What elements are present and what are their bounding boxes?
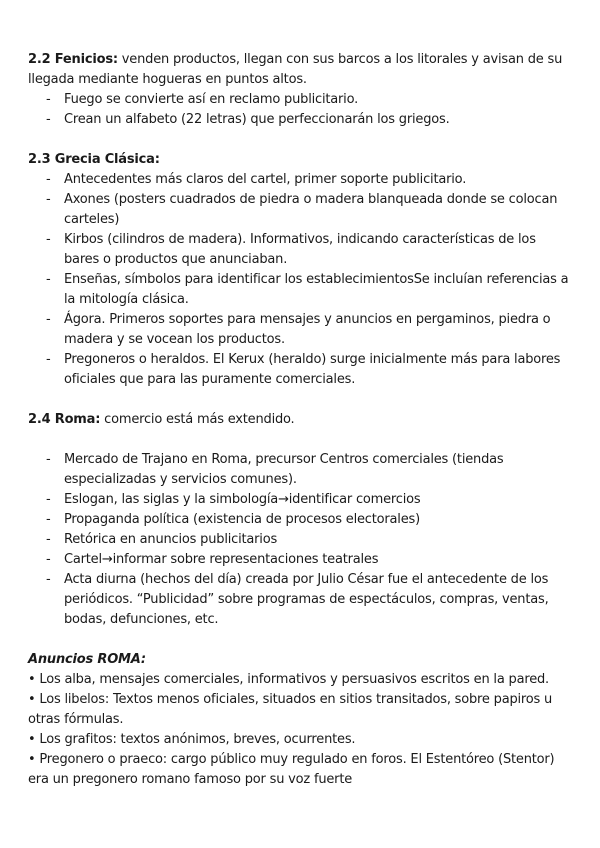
grecia-heading: 2.3 Grecia Clásica:: [28, 152, 160, 167]
list-item: - Antecedentes más claros del cartel, primer soporte publicitario.: [64, 170, 572, 190]
fenicios-intro: venden productos, llegan con sus barcos a los litorales y avisan de su llegada mediante hogueras en puntos altos.: [28, 52, 563, 87]
list-item: - Acta diurna (hechos del día) creada por Julio César fue el antecedente de los periódicos. “Publicidad” sobre programas de espectáculos, compras, ventas, bodas, defunciones, etc.: [64, 570, 572, 630]
section-roma: [28, 410, 572, 630]
list-item: - Eslogan, las siglas y la simbología→identificar comercios: [64, 490, 572, 510]
list-item: - Enseñas, símbolos para identificar los establecimientosSe incluían referencias a la mitología clásica.: [64, 270, 572, 310]
list-item: - Retórica en anuncios publicitarios: [64, 530, 572, 550]
list-item: - Ágora. Primeros soportes para mensajes y anuncios en pergaminos, piedra o madera y se vocean los productos.: [64, 310, 572, 350]
fenicios-heading: 2.2 Fenicios:: [28, 52, 118, 67]
list-item: - Crean un alfabeto (22 letras) que perfeccionarán los griegos.: [64, 110, 572, 130]
list-item: - Propaganda política (existencia de procesos electorales): [64, 510, 572, 530]
fenicios-paragraph: [28, 50, 572, 90]
section-grecia: [28, 150, 572, 390]
list-item: - Axones (posters cuadrados de piedra o madera blanqueada donde se colocan carteles): [64, 190, 572, 230]
list-item: • Los libelos: Textos menos oficiales, situados en sitios transitados, sobre papiros u otras fórmulas.: [28, 692, 553, 727]
roma-list: [28, 450, 572, 630]
list-item: • Pregonero o praeco: cargo público muy regulado en foros. El Estentóreo (Stentor) era un pregonero romano famoso por su voz fuerte: [28, 752, 555, 787]
list-item: - Pregoneros o heraldos. El Kerux (heraldo) surge inicialmente más para labores oficiales que para las puramente comerciales.: [64, 350, 572, 390]
list-item: - Mercado de Trajano en Roma, precursor Centros comerciales (tiendas especializadas y servicios comunes).: [64, 450, 572, 490]
section-anuncios-roma: [28, 650, 572, 790]
grecia-list: [28, 170, 572, 390]
roma-heading: 2.4 Roma:: [28, 412, 101, 427]
section-fenicios: [28, 50, 572, 130]
anuncios-heading: Anuncios ROMA:: [28, 652, 146, 667]
list-item: • Los alba, mensajes comerciales, informativos y persuasivos escritos en la pared.: [28, 672, 549, 687]
list-item: - Fuego se convierte así en reclamo publicitario.: [64, 90, 572, 110]
list-item: - Cartel→informar sobre representaciones teatrales: [64, 550, 572, 570]
list-item: • Los grafitos: textos anónimos, breves, ocurrentes.: [28, 732, 356, 747]
fenicios-list: [28, 90, 572, 130]
roma-intro: comercio está más extendido.: [100, 412, 295, 427]
list-item: - Kirbos (cilindros de madera). Informativos, indicando características de los bares o productos que anunciaban.: [64, 230, 572, 270]
roma-paragraph: [28, 410, 572, 430]
